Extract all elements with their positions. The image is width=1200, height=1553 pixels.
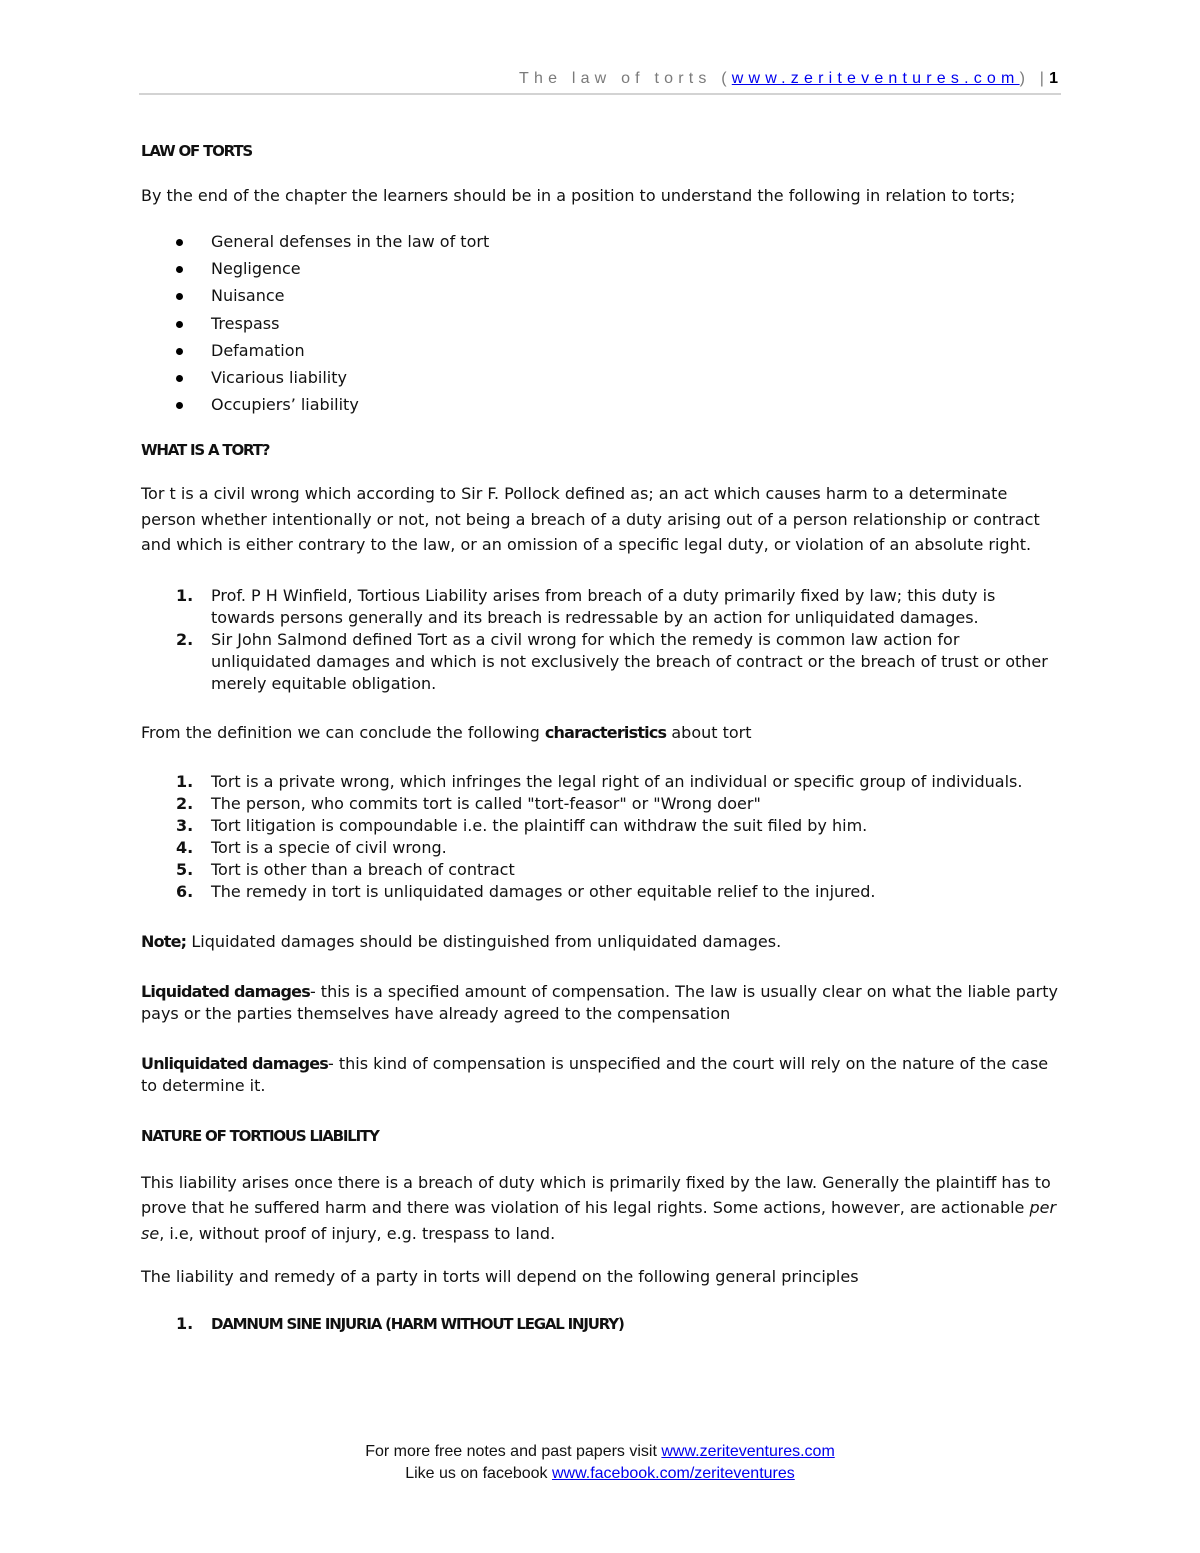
- running-header: [140, 70, 1060, 94]
- item-text: The remedy in tort is unliquidated damages or other equitable relief to the injured.: [211, 881, 876, 901]
- intro-text: From the definition we can conclude the following: [141, 722, 545, 742]
- item-number: 6.: [176, 881, 194, 901]
- list-item: [141, 1313, 1061, 1335]
- list-item: [141, 837, 1061, 859]
- page-number: 1: [1049, 70, 1060, 87]
- characteristics-list: [141, 771, 1061, 903]
- liquidated-text: - this is a specified amount of compensation. The law is usually clear on what the liable party pays or the parties themselves have already agreed to the compensation: [141, 981, 1058, 1023]
- list-item: [141, 859, 1061, 881]
- unliquidated-paragraph: [141, 1053, 1061, 1097]
- item-text: The person, who commits tort is called "tort-feasor" or "Wrong doer": [211, 793, 761, 813]
- item-number: 1.: [176, 585, 194, 605]
- intro-bold: characteristics: [544, 722, 667, 742]
- definitions-list: [141, 585, 1061, 695]
- list-item: Vicarious liability: [141, 364, 1061, 391]
- item-text: Prof. P H Winfield, Tortious Liability arises from breach of a duty primarily fixed by law; this duty is towards persons generally and its breach is redressable by an action for unliquidated damages.: [211, 585, 996, 627]
- nature-heading: NATURE OF TORTIOUS LIABILITY: [141, 1126, 379, 1145]
- note-paragraph: [141, 931, 1061, 953]
- principles-intro: The liability and remedy of a party in torts will depend on the following general principles: [141, 1267, 859, 1287]
- footer-text: For more free notes and past papers visit: [365, 1443, 662, 1460]
- list-item: Nuisance: [141, 282, 1061, 309]
- item-text: Sir John Salmond defined Tort as a civil wrong for which the remedy is common law action for unliquidated damages and which is not exclusively the breach of contract or the breach of trust or other merely equitable obligation.: [211, 629, 1048, 693]
- liquidated-label: Liquidated damages: [141, 981, 310, 1001]
- footer-line-2: [0, 1463, 1200, 1485]
- principle-heading: DAMNUM SINE INJURIA (HARM WITHOUT LEGAL INJURY): [211, 1315, 624, 1334]
- item-number: 1.: [176, 771, 194, 791]
- intro-text-end: about tort: [666, 722, 752, 742]
- topics-list: [141, 228, 1061, 418]
- list-item: [141, 585, 1061, 629]
- document-body: [141, 140, 1061, 1335]
- item-text: Tort is a specie of civil wrong.: [211, 837, 447, 857]
- nature-paragraph: [141, 1170, 1061, 1247]
- item-number: 1.: [176, 1314, 194, 1334]
- nature-text: This liability arises once there is a breach of duty which is primarily fixed by the law. Generally the plaintiff has to prove that he suffered harm and there was violation of his legal rights. Some actions, however, are actionable: [141, 1172, 1051, 1218]
- list-item: [141, 771, 1061, 793]
- characteristics-intro: [141, 722, 1061, 744]
- list-item: [141, 815, 1061, 837]
- footer-text: Like us on facebook: [405, 1465, 552, 1482]
- footer-website-link[interactable]: www.zeriteventures.com: [661, 1443, 835, 1460]
- list-item: Occupiers’ liability: [141, 391, 1061, 418]
- header-title: The law of torts (: [519, 70, 732, 87]
- note-text: Liquidated damages should be distinguished from unliquidated damages.: [186, 931, 782, 951]
- list-item: General defenses in the law of tort: [141, 228, 1061, 255]
- list-item: [141, 629, 1061, 695]
- what-heading: WHAT IS A TORT?: [141, 441, 270, 460]
- item-number: 2.: [176, 793, 194, 813]
- list-item: [141, 793, 1061, 815]
- header-separator: ) |: [1019, 70, 1050, 87]
- intro-paragraph: By the end of the chapter the learners should be in a position to understand the following in relation to torts;: [141, 186, 1016, 205]
- list-item: Defamation: [141, 337, 1061, 364]
- item-number: 2.: [176, 629, 194, 649]
- nature-text-end: , i.e, without proof of injury, e.g. trespass to land.: [159, 1223, 556, 1243]
- list-item: Negligence: [141, 255, 1061, 282]
- footer-facebook-link[interactable]: www.facebook.com/zeriteventures: [551, 1465, 795, 1482]
- header-link[interactable]: www.zeriteventures.com: [731, 70, 1020, 87]
- item-text: Tort is a private wrong, which infringes the legal right of an individual or specific group of individuals.: [211, 771, 1023, 791]
- what-paragraph: Tor t is a civil wrong which according to Sir F. Pollock defined as; an act which causes harm to a determinate person whether intentionally or not, not being a breach of a duty arising out of a person relationship or contract and which is either contrary to the law, or an omission of a specific legal duty, or violation of an absolute right.: [141, 484, 1040, 555]
- note-label: Note;: [141, 931, 187, 951]
- unliquidated-text: - this kind of compensation is unspecified and the court will rely on the nature of the case to determine it.: [141, 1053, 1049, 1095]
- item-number: 4.: [176, 837, 194, 857]
- section-title: LAW OF TORTS: [141, 142, 252, 160]
- item-text: Tort is other than a breach of contract: [211, 859, 515, 879]
- liquidated-paragraph: [141, 981, 1061, 1025]
- footer-line-1: [0, 1441, 1200, 1463]
- header-divider: [139, 93, 1061, 95]
- item-number: 5.: [176, 859, 194, 879]
- nature-italic: per se: [141, 1198, 1057, 1243]
- principles-list: [141, 1313, 1061, 1335]
- item-text: Tort litigation is compoundable i.e. the plaintiff can withdraw the suit filed by him.: [211, 815, 868, 835]
- item-number: 3.: [176, 815, 194, 835]
- page-footer: [0, 1441, 1200, 1485]
- unliquidated-label: Unliquidated damages: [141, 1053, 329, 1073]
- list-item: Trespass: [141, 310, 1061, 337]
- list-item: [141, 881, 1061, 903]
